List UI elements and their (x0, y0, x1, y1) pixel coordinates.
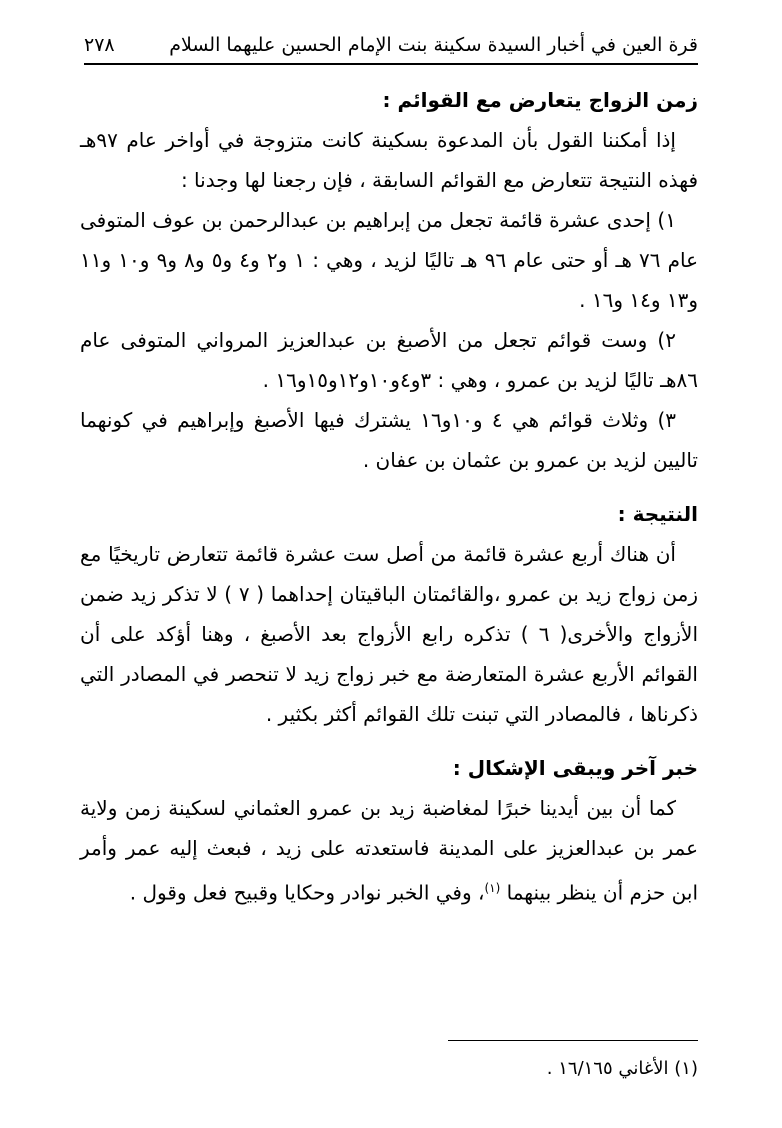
another-report-paragraph (80, 788, 698, 913)
list-item-2: ٢) وست قوائم تجعل من الأصبغ بن عبدالعزيز المرواني المتوفى عام ٨٦هـ تاليًا لزيد بن عمرو ، وهي : ٣و٤و١٠و١٢و١٥و١٦ . (80, 328, 698, 392)
running-header (84, 30, 698, 60)
page-number: ٢٧٨ (84, 34, 115, 56)
paragraph-text-part-2: ، وفي الخبر نوادر وحكايا وقبيح فعل وقول . (129, 880, 485, 905)
footnote-divider (448, 1040, 698, 1041)
footnote: (١) الأغاني ١٦/١٦٥ . (546, 1058, 698, 1079)
section-heading-another-report: خبر آخر ويبقى الإشكال : (452, 756, 698, 780)
running-title: قرة العين في أخبار السيدة سكينة بنت الإمام الحسين عليهما السلام (169, 34, 698, 56)
result-paragraph: أن هناك أربع عشرة قائمة من أصل ست عشرة قائمة تتعارض تاريخيًا مع زمن زواج زيد بن عمرو ،والقائمتان الباقيتان إحداهما ( ٧ ) لا تذكر زيد ضمن الأزواج والأخرى( ٦ ) تذكره رابع الأزواج بعد الأصبغ ، وهنا أؤكد على أن القوائم الأربع عشرة المتعارضة مع خبر زواج زيد لا تنحصر في المصادر التي ذكرناها ، فالمصادر التي تبنت تلك القوائم أكثر بكثير . (80, 542, 699, 726)
footnote-reference[interactable]: (١) (484, 881, 501, 895)
intro-paragraph: إذا أمكننا القول بأن المدعوة بسكينة كانت متزوجة في أواخر عام ٩٧هـ فهذه النتيجة تتعارض مع القوائم السابقة ، فإن رجعنا لها وجدنا : (80, 128, 698, 192)
paragraph-text-part-1: كما أن بين أيدينا خبرًا لمغاضبة زيد بن عمرو العثماني لسكينة زمن ولاية عمر بن عبدالعزيز على المدينة فاستعدته على زيد ، فبعث إليه عمر وأمر ابن حزم أن ينظر بينهما (80, 796, 698, 905)
main-text (80, 80, 698, 913)
section-heading-marriage-timing: زمن الزواج يتعارض مع القوائم : (382, 88, 698, 112)
header-divider (84, 63, 698, 65)
section-heading-result: النتيجة : (617, 502, 698, 526)
list-item-3: ٣) وثلاث قوائم هي ٤ و١٠و١٦ يشترك فيها الأصبغ وإبراهيم في كونهما تاليين لزيد بن عمرو بن عثمان بن عفان . (80, 408, 698, 472)
list-item-1: ١) إحدى عشرة قائمة تجعل من إبراهيم بن عبدالرحمن بن عوف المتوفى عام ٧٦ هـ أو حتى عام ٩٦ هـ تاليًا لزيد ، وهي : ١ و٢ و٤ و٥ و٨ و٩ و١٠ و١١ و١٣ و١٤ و١٦ . (80, 208, 699, 312)
